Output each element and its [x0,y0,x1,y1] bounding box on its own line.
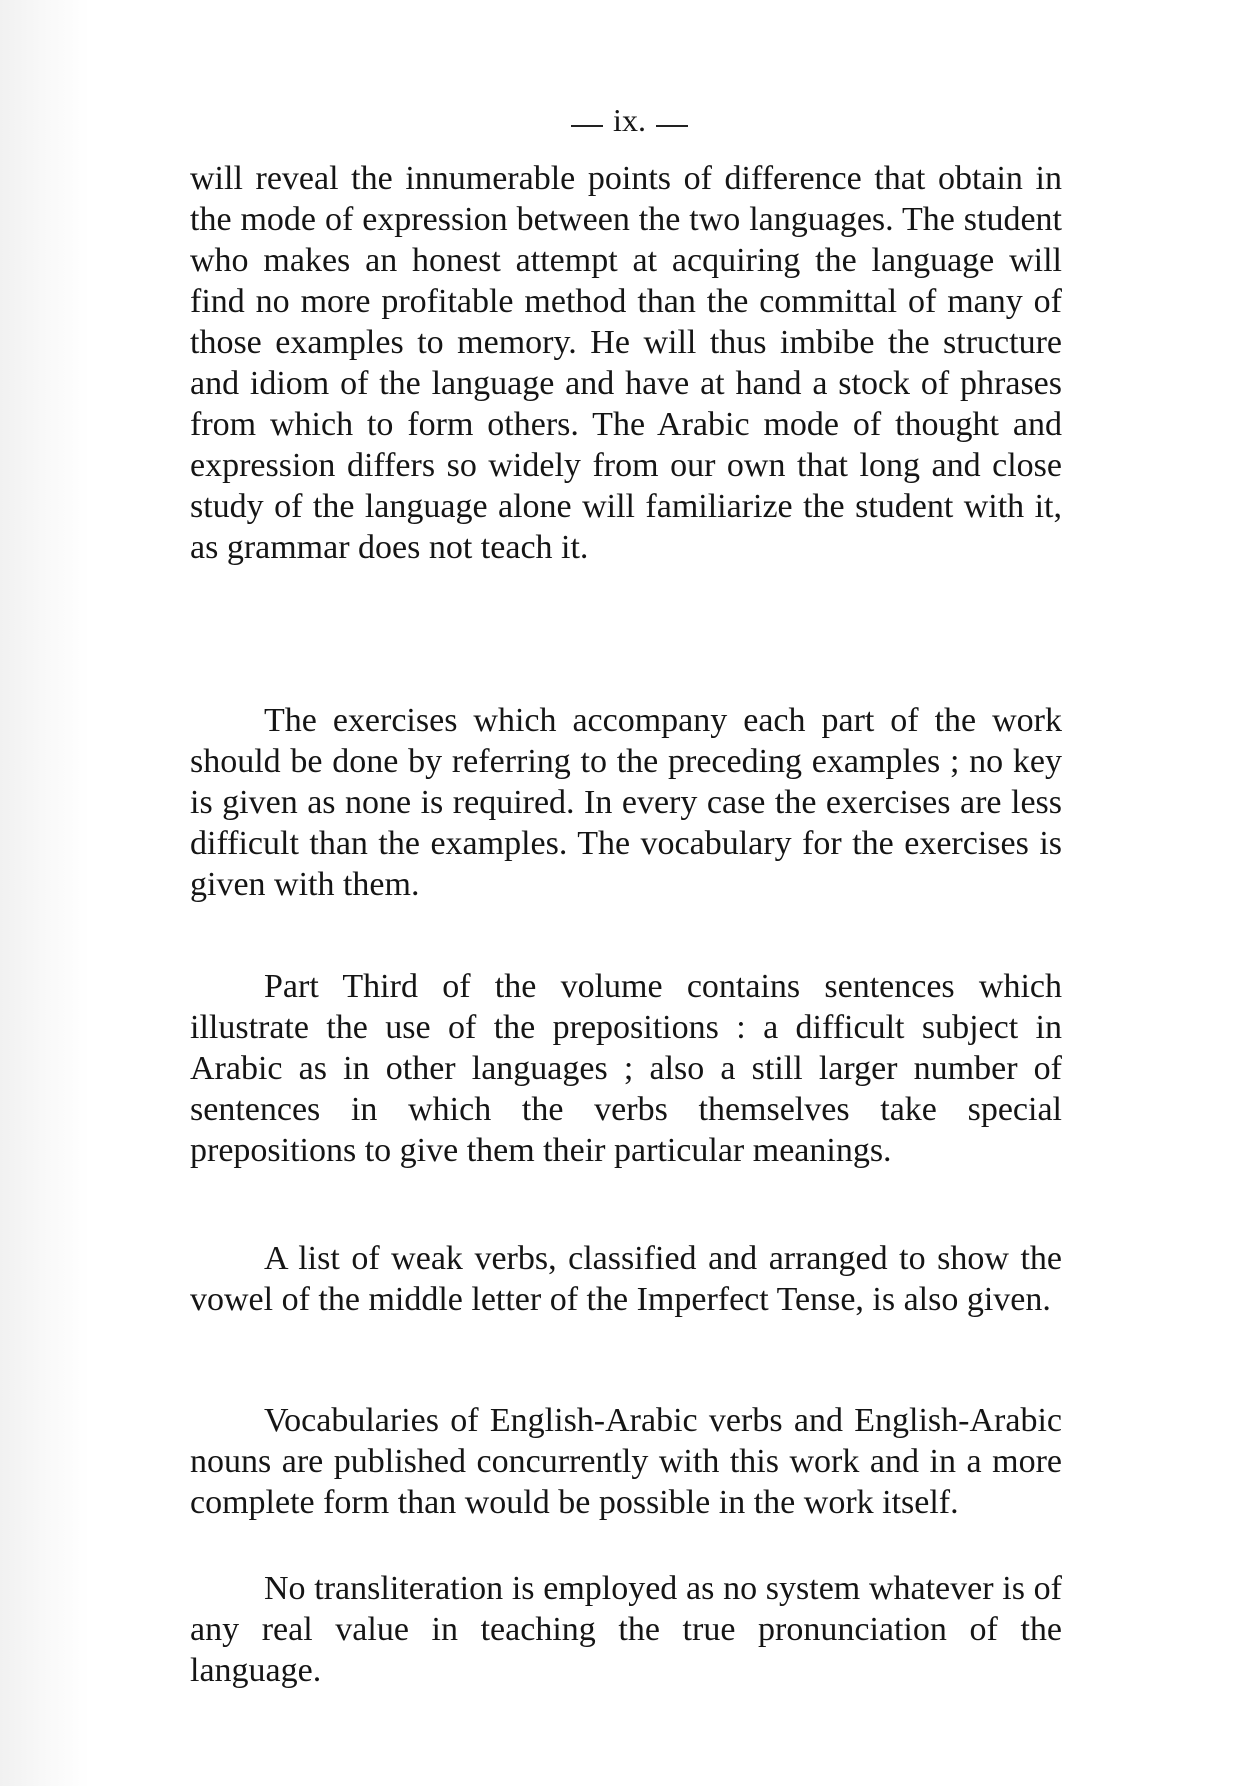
paragraph-text: No transliteration is employed as no system whatever is of any real value in teaching the true pronunciation of the language. [190,1570,1062,1689]
header-dash-left [571,125,603,127]
paragraph-1 [190,158,1062,568]
paragraph-4 [190,1238,1062,1320]
page-number: ix. [613,102,646,138]
paragraph-text: The exercises which accompany each part of the work should be done by referring to the preceding examples ; no key is given as none is required. In every case the exercises are less difficult than the examples. The vocabulary for the exercises is given with them. [190,702,1062,903]
paragraph-3 [190,966,1062,1171]
paragraph-text: A list of weak verbs, classified and arranged to show the vowel of the middle letter of the Imperfect Tense, is also given. [190,1240,1062,1318]
paragraph-5 [190,1400,1062,1523]
paragraph-text: Vocabularies of English-Arabic verbs and English-Arabic nouns are published concurrently with this work and in a more complete form than would be possible in the work itself. [190,1402,1062,1521]
paragraph-text: will reveal the innumerable points of difference that obtain in the mode of expression between the two languages. The student who makes an honest attempt at acquiring the language will find no more profitable method than the committal of many of those examples to memory. He will thus imbibe the structure and idiom of the language and have at hand a stock of phrases from which to form others. The Arabic mode of thought and expression differs so widely from our own that long and close study of the language alone will familiarize the student with it, as grammar does not teach it. [190,160,1062,566]
paragraph-text: Part Third of the volume contains sentences which illustrate the use of the prepositions : a difficult subject in Arabic as in other languages ; also a still larger number of sentences in which the verbs themselves take special prepositions to give them their particular meanings. [190,968,1062,1169]
paragraph-2 [190,700,1062,905]
header-dash-right [656,125,688,127]
page-header [0,102,1259,139]
page-edge-shadow [0,0,90,1786]
paragraph-6 [190,1568,1062,1691]
